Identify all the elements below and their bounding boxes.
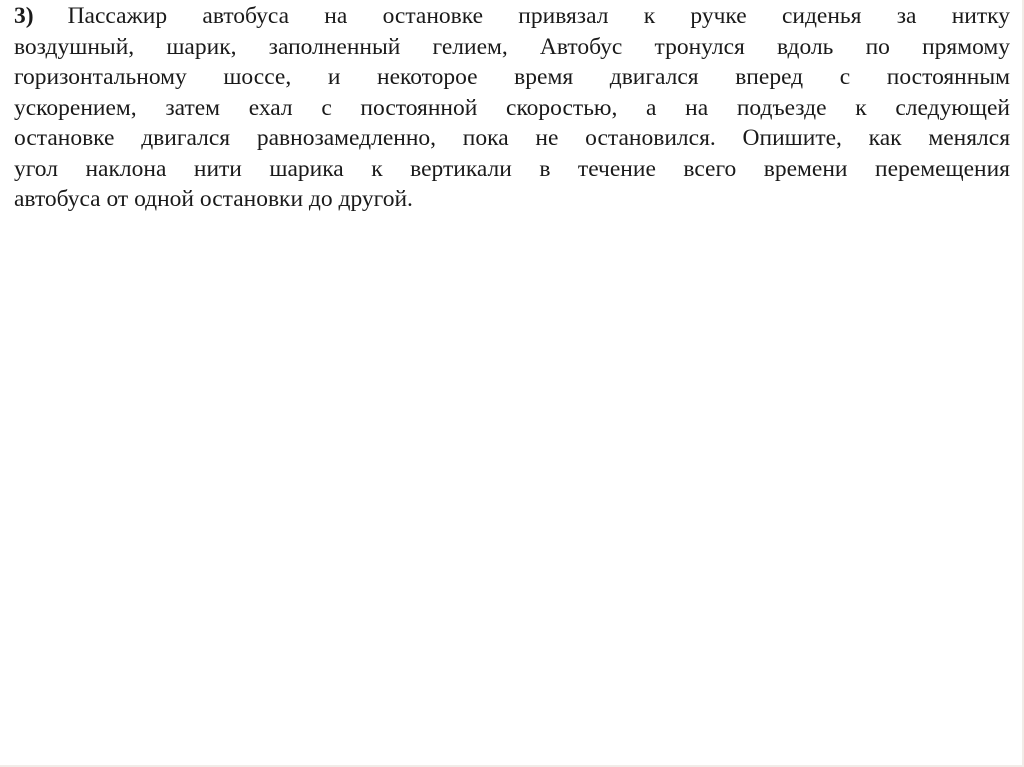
problem-line-1 — [14, 1, 1010, 32]
problem-line-6: угол наклона нити шарика к вертикали в течение всего времени перемещения — [14, 155, 1010, 182]
problem-line-2: воздушный, шарик, заполненный гелием, Автобус тронулся вдоль по прямому — [14, 33, 1010, 60]
problem-number: 3) — [14, 3, 34, 29]
problem-line-text: Пассажир автобуса на остановке привязал к ручке сиденья за нитку — [67, 3, 1010, 29]
problem-line-4: ускорением, затем ехал с постоянной скоростью, а на подъезде к следующей — [14, 94, 1010, 121]
problem-line-5: остановке двигался равнозамедленно, пока не остановился. Опишите, как менялся — [14, 125, 1010, 151]
problem-line-7: автобуса от одной остановки до другой. — [14, 186, 413, 212]
problem-text — [14, 1, 1010, 215]
problem-line-3: горизонтальному шоссе, и некоторое время двигался вперед с постоянным — [14, 64, 1010, 90]
